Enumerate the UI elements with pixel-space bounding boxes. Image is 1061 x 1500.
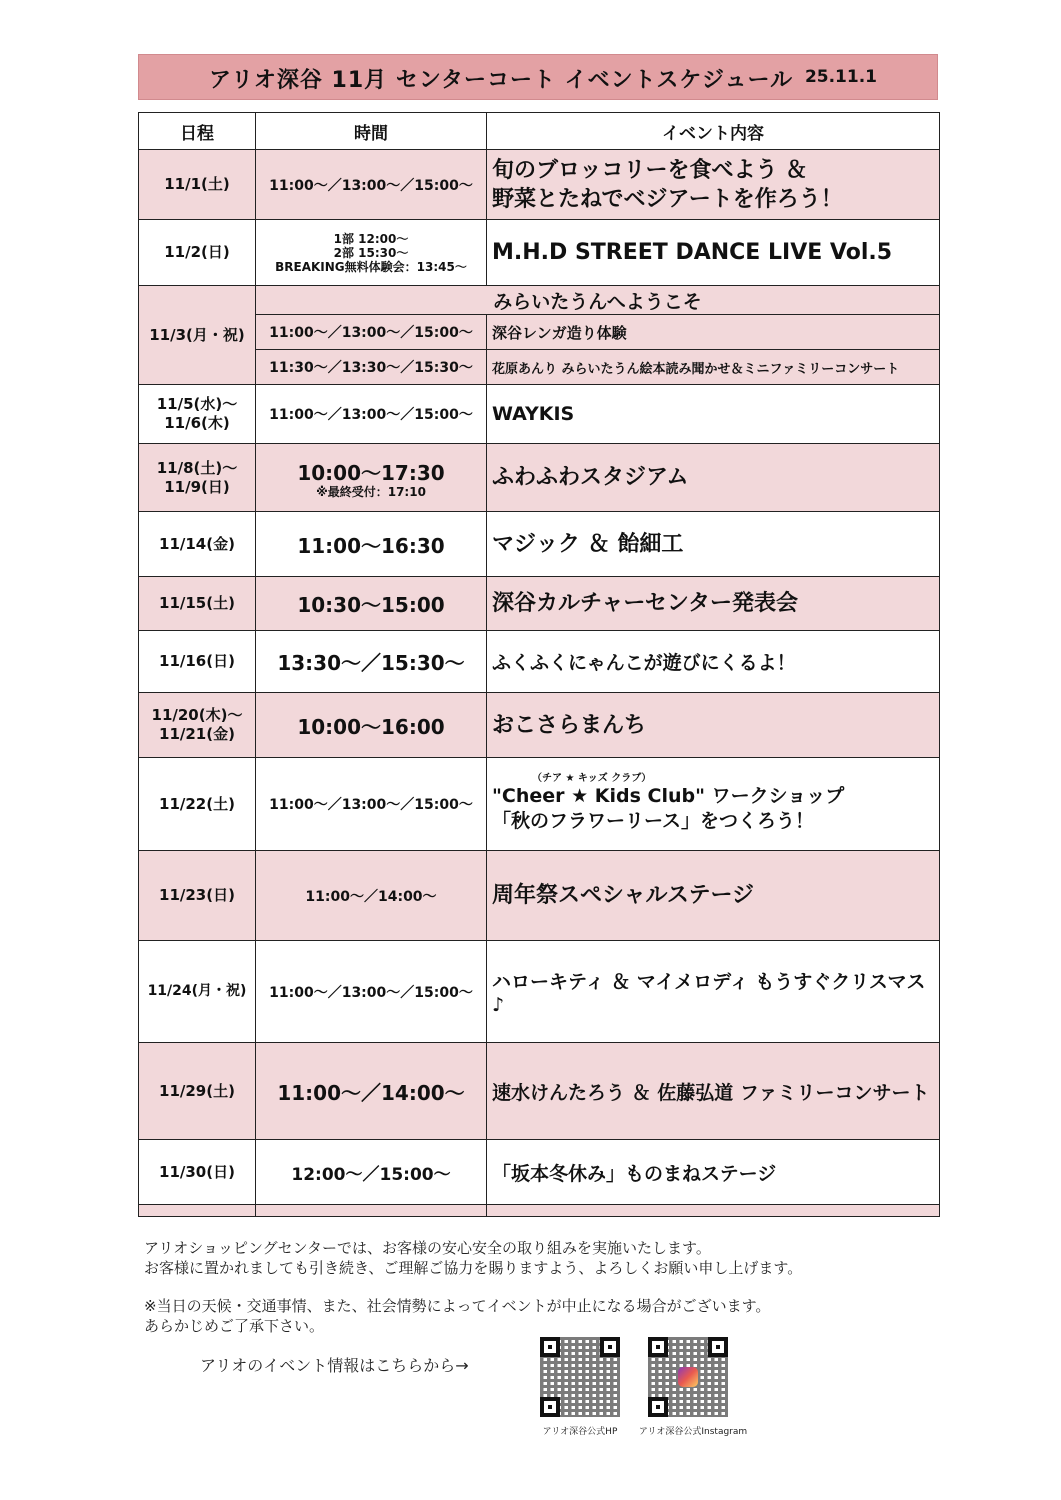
row-date: 11/16(日) xyxy=(139,631,256,693)
table-row xyxy=(139,1043,940,1140)
date-line-2: 11/9(日) xyxy=(164,477,230,496)
date-line-2: 11/21(金) xyxy=(159,725,235,743)
row-time: 11:00～／13:00～／15:00～ xyxy=(256,385,487,444)
row-time: 11:00～／14:00～ xyxy=(256,851,487,941)
row-date: 11/29(土) xyxy=(139,1043,256,1140)
time-main: 10:00～17:30 xyxy=(297,460,445,485)
footer-caution xyxy=(144,1296,770,1336)
header-event: イベント内容 xyxy=(487,113,940,150)
row-date: 11/23(日) xyxy=(139,851,256,941)
footer-line-3: ※当日の天候・交通事情、また、社会情勢によってイベントが中止になる場合がございます。 xyxy=(144,1297,771,1315)
date-line-1: 11/20(木)～ xyxy=(151,706,243,724)
qr-code-instagram[interactable] xyxy=(648,1337,728,1417)
row-banner: みらいたうんへようこそ xyxy=(256,286,940,315)
trailing-cell xyxy=(139,1205,256,1217)
table-row xyxy=(139,315,940,350)
qr-finder xyxy=(648,1337,668,1357)
qr-instagram-label: アリオ深谷公式Instagram xyxy=(638,1427,748,1437)
row-time: 11:00～／13:00～／15:00～ xyxy=(256,150,487,220)
date-line-1: 11/5(水)～ xyxy=(156,395,238,413)
qr-hp-label: アリオ深谷公式HP xyxy=(542,1427,618,1437)
footer-line-2: お客様に置かれましても引き続き、ご理解ご協力を賜りますよう、よろしくお願い申し上げます。 xyxy=(144,1259,803,1277)
row-date: 11/30(日) xyxy=(139,1140,256,1205)
qr-finder xyxy=(600,1337,620,1357)
date-line-1: 11/8(土)～ xyxy=(156,458,238,477)
row-date: 11/14(金) xyxy=(139,512,256,577)
row-event: 深谷カルチャーセンター発表会 xyxy=(487,577,940,631)
event-info-text: アリオのイベント情報はこちらから→ xyxy=(200,1356,469,1375)
event-ruby: （チア ★ キッズ クラブ） xyxy=(532,773,652,784)
event-line-2: 野菜とたねでベジアートを作ろう！ xyxy=(492,186,843,212)
row-date: 11/3(月・祝) xyxy=(139,286,256,385)
instagram-icon xyxy=(678,1367,698,1387)
footer-line-4: あらかじめご了承下さい。 xyxy=(144,1317,325,1335)
row-date xyxy=(139,385,256,444)
event-line-1: "Cheer ★ Kids Club" ワークショップ xyxy=(492,785,845,807)
row-time xyxy=(256,220,487,286)
row-date: 11/1(土) xyxy=(139,150,256,220)
table-row xyxy=(139,350,940,385)
row-event: 速水けんたろう ＆ 佐藤弘道 ファミリーコンサート xyxy=(487,1043,940,1140)
row-event: WAYKIS xyxy=(487,385,940,444)
qr-finder xyxy=(708,1337,728,1357)
row-event: M.H.D STREET DANCE LIVE Vol.5 xyxy=(487,220,940,286)
qr-finder xyxy=(540,1337,560,1357)
row-date xyxy=(139,693,256,758)
table-row xyxy=(139,1140,940,1205)
header-time: 時間 xyxy=(256,113,487,150)
table-row xyxy=(139,512,940,577)
row-event: 花原あんり みらいたうん絵本読み聞かせ＆ミニファミリーコンサート xyxy=(487,350,940,385)
trailing-cell xyxy=(256,1205,487,1217)
table-row xyxy=(139,631,940,693)
row-time: 11:00～／13:00～／15:00～ xyxy=(256,758,487,851)
table-row xyxy=(139,220,940,286)
table-row xyxy=(139,385,940,444)
row-time: 11:00～／13:00～／15:00～ xyxy=(256,315,487,350)
row-event xyxy=(487,150,940,220)
qr-code-hp[interactable] xyxy=(540,1337,620,1417)
row-time: 10:00～16:00 xyxy=(256,693,487,758)
time-line-3: BREAKING無料体験会：13:45～ xyxy=(275,259,467,274)
row-event: 「坂本冬休み」ものまねステージ xyxy=(487,1140,940,1205)
row-time: 11:00～16:30 xyxy=(256,512,487,577)
row-event: 深谷レンガ造り体験 xyxy=(487,315,940,350)
qr-finder xyxy=(540,1397,560,1417)
row-date: 11/24(月・祝) xyxy=(139,941,256,1043)
table-row xyxy=(139,941,940,1043)
issue-date: 25.11.1 xyxy=(804,67,877,87)
table-header-row xyxy=(139,113,940,150)
row-time: 11:00～／13:00～／15:00～ xyxy=(256,941,487,1043)
row-date: 11/22(土) xyxy=(139,758,256,851)
footer-notice xyxy=(144,1238,802,1278)
table-row xyxy=(139,150,940,220)
row-event: ふわふわスタジアム xyxy=(487,444,940,512)
qr-finder xyxy=(648,1397,668,1417)
time-line-2: 2部 15:30～ xyxy=(333,245,409,260)
time-line-1: 1部 12:00～ xyxy=(333,231,409,246)
table-row xyxy=(139,758,940,851)
time-note: ※最終受付：17:10 xyxy=(316,484,426,499)
schedule-table xyxy=(138,112,940,1217)
table-row xyxy=(139,693,940,758)
table-row xyxy=(139,444,940,512)
row-date: 11/15(土) xyxy=(139,577,256,631)
date-line-2: 11/6(木) xyxy=(164,414,230,432)
event-line-1: 旬のブロッコリーを食べよう ＆ xyxy=(492,157,808,183)
row-event: ハローキティ ＆ マイメロディ もうすぐクリスマス♪ xyxy=(487,941,940,1043)
event-line-2: 「秋のフラワーリース」をつくろう！ xyxy=(492,810,815,832)
table-row xyxy=(139,286,940,315)
row-event xyxy=(487,758,940,851)
row-time: 12:00～／15:00～ xyxy=(256,1140,487,1205)
row-time: 13:30～／15:30～ xyxy=(256,631,487,693)
page-title: アリオ深谷 11月 センターコート イベントスケジュール xyxy=(209,68,794,93)
row-time: 11:00～／14:00～ xyxy=(256,1043,487,1140)
row-time: 11:30～／13:30～／15:30～ xyxy=(256,350,487,385)
row-event: ふくふくにゃんこが遊びにくるよ！ xyxy=(487,631,940,693)
row-date: 11/2(日) xyxy=(139,220,256,286)
title-bar xyxy=(138,54,938,100)
table-row xyxy=(139,851,940,941)
row-time xyxy=(256,444,487,512)
row-event: おこさらまんち xyxy=(487,693,940,758)
row-time: 10:30～15:00 xyxy=(256,577,487,631)
trailing-cell xyxy=(487,1205,940,1217)
table-row xyxy=(139,577,940,631)
row-event: 周年祭スペシャルステージ xyxy=(487,851,940,941)
table-row-trailing xyxy=(139,1205,940,1217)
header-date: 日程 xyxy=(139,113,256,150)
row-event: マジック ＆ 飴細工 xyxy=(487,512,940,577)
row-date xyxy=(139,444,256,512)
footer-line-1: アリオショッピングセンターでは、お客様の安心安全の取り組みを実施いたします。 xyxy=(144,1239,711,1257)
